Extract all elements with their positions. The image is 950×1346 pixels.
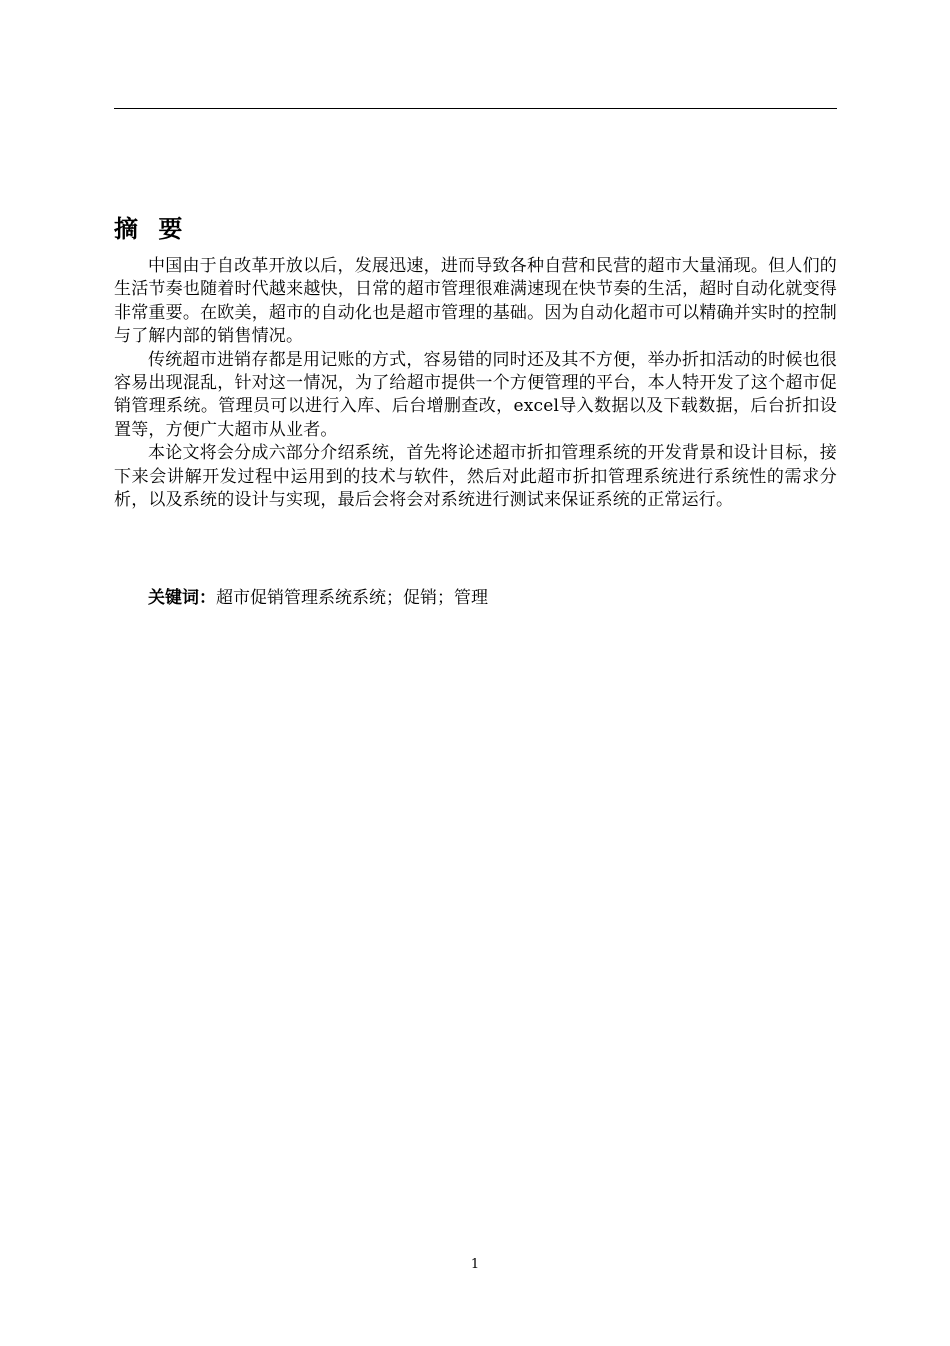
- abstract-body: [114, 255, 837, 512]
- keywords-value: 超市促销管理系统系统；促销；管理: [216, 588, 488, 608]
- page-number: 1: [470, 1257, 480, 1272]
- abstract-heading: 摘 要: [114, 215, 189, 243]
- abstract-paragraph-2: 传统超市进销存都是用记账的方式，容易错的同时还及其不方便，举办折扣活动的时候也很容易出现混乱，针对这一情况，为了给超市提供一个方便管理的平台，本人特开发了这个超市促销管理系统。管理员可以进行入库、后台增删查改，excel导入数据以及下载数据，后台折扣设置等，方便广大超市从业者。: [114, 349, 837, 440]
- keywords-label: 关键词：: [148, 588, 216, 608]
- abstract-paragraph-1: 中国由于自改革开放以后，发展迅速，进而导致各种自营和民营的超市大量涌现。但人们的生活节奏也随着时代越来越快，日常的超市管理很难满速现在快节奏的生活，超时自动化就变得非常重要。在欧美，超市的自动化也是超市管理的基础。因为自动化超市可以精确并实时的控制与了解内部的销售情况。: [114, 256, 837, 347]
- keywords-line: [148, 586, 488, 610]
- abstract-paragraph-3: 本论文将会分成六部分介绍系统，首先将论述超市折扣管理系统的开发背景和设计目标，接下来会讲解开发过程中运用到的技术与软件，然后对此超市折扣管理系统进行系统性的需求分析，以及系统的设计与实现，最后会将会对系统进行测试来保证系统的正常运行。: [114, 443, 837, 511]
- header-rule: [114, 108, 837, 109]
